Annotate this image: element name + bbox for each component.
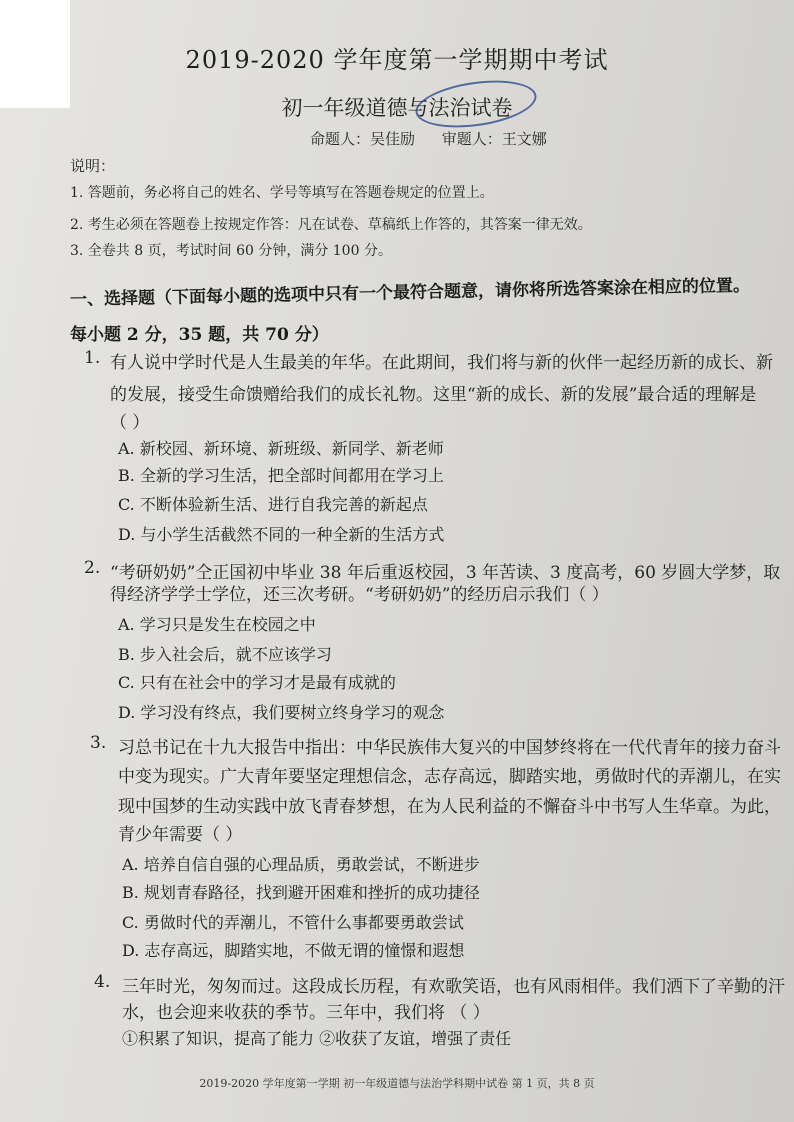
option: B. 规划青春路径，找到避开困难和挫折的成功捷径 (122, 883, 480, 902)
question-text: 有人说中学时代是人生最美的年华。在此期间，我们将与新的伙伴一起经历新的成长、新 (110, 353, 773, 373)
question-number: 2. (84, 558, 101, 578)
question-text: 得经济学学士学位，还三次考研。“考研奶奶”的经历启示我们（ ） (110, 585, 609, 605)
question-number: 1. (84, 348, 101, 368)
section-heading: 一、选择题（下面每小题的选项中只有一个最符合题意，请你将所选答案涂在相应的位置。 (69, 275, 751, 310)
question-text: 现中国梦的生动实践中放飞青春梦想，在为人民利益的不懈奋斗中书写人生华章。为此， (118, 797, 781, 817)
reviewer: 审题人：王文娜 (441, 130, 547, 148)
exam-subtitle: 初一年级道德与法治试卷 (281, 96, 513, 120)
option: D. 学习没有终点，我们要树立终身学习的观念 (118, 703, 445, 722)
notes-heading: 说明： (70, 157, 116, 175)
exam-title: 2019-2020 学年度第一学期期中考试 (185, 46, 609, 74)
question-number: 3. (90, 733, 107, 753)
question-text: 习总书记在十九大报告中指出：中华民族伟大复兴的中国梦终将在一代代青年的接力奋斗 (118, 738, 781, 758)
note-item: 1. 答题前，务必将自己的姓名、学号等填写在答题卷规定的位置上。 (70, 185, 494, 201)
question-text: 三年时光，匆匆而过。这段成长历程，有欢歌笑语，也有风雨相伴。我们洒下了辛勤的汗 (122, 977, 785, 997)
question-text: 青少年需要（ ） (118, 825, 243, 845)
option: C. 只有在社会中的学习才是最有成就的 (118, 673, 396, 692)
question-text: 水，也会迎来收获的季节。三年中，我们将 （ ） (122, 1003, 490, 1023)
question-text: 中变为现实。广大青年要坚定理想信念，志存高远，脚踏实地，勇做时代的弄潮儿，在实 (118, 767, 781, 787)
option: A. 培养自信自强的心理品质，勇敢尝试，不断进步 (122, 855, 480, 874)
option: A. 新校园、新环境、新班级、新同学、新老师 (118, 439, 444, 458)
authors (310, 128, 569, 149)
option: B. 全新的学习生活，把全部时间都用在学习上 (118, 466, 444, 485)
option: C. 不断体验新生活、进行自我完善的新起点 (118, 495, 428, 514)
option: C. 勇做时代的弄潮儿，不管什么事都要勇敢尝试 (122, 913, 464, 932)
setter: 命题人：吴佳励 (310, 130, 416, 148)
question-text: “考研奶奶”仝正国初中毕业 38 年后重返校园，3 年苦读、3 度高考，60 岁圆大学梦，取 (110, 563, 781, 583)
option: ①积累了知识，提高了能力 ②收获了友谊，增强了责任 (122, 1029, 512, 1048)
answer-blank: （ ） (110, 413, 150, 433)
note-item: 3. 全卷共 8 页，考试时间 60 分钟，满分 100 分。 (70, 243, 392, 259)
question-text: 的发展，接受生命馈赠给我们的成长礼物。这里“新的成长、新的发展”最合适的理解是 (110, 385, 757, 405)
option: B. 步入社会后，就不应该学习 (118, 645, 332, 664)
page-footer: 2019-2020 学年度第一学期 初一年级道德与法治学科期中试卷 第 1 页，共 8 页 (199, 1077, 595, 1090)
option: A. 学习只是发生在校园之中 (118, 615, 316, 634)
option: D. 与小学生活截然不同的一种全新的生活方式 (118, 525, 445, 544)
note-item: 2. 考生必须在答题卷上按规定作答：凡在试卷、草稿纸上作答的，其答案一律无效。 (70, 217, 592, 233)
question-number: 4. (94, 972, 111, 992)
section-heading-cont: 每小题 2 分，35 题，共 70 分） (70, 325, 329, 345)
option: D. 志存高远，脚踏实地，不做无谓的憧憬和遐想 (122, 941, 465, 960)
